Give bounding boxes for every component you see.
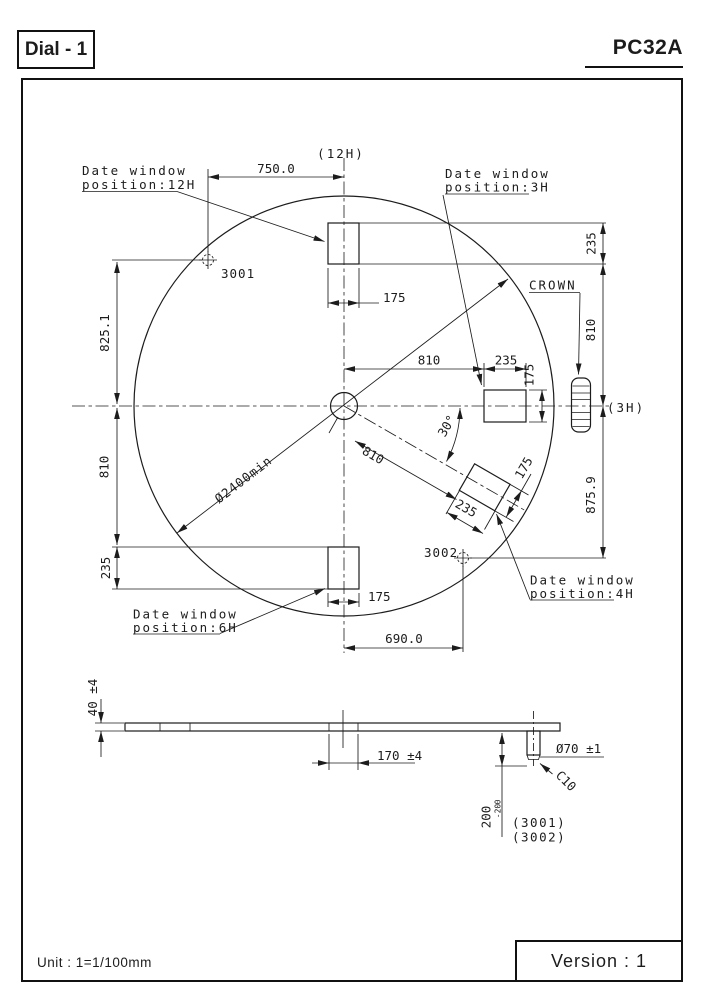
dim-810-left: 810 xyxy=(96,455,112,479)
dim-170: 170 ±4 xyxy=(377,748,423,763)
dim-810-right: 810 xyxy=(583,318,598,342)
dim-235-4h: 235 xyxy=(452,495,480,521)
date-window-6h xyxy=(328,547,359,589)
version-box xyxy=(515,940,683,982)
dim-825: 825.1 xyxy=(97,314,112,352)
dim-235-left: 235 xyxy=(98,556,113,580)
crown-symbol xyxy=(572,378,591,432)
label-12h-line1: Date window xyxy=(82,163,187,178)
ext-175-4h-a xyxy=(510,485,528,496)
foot-3002-label: 3002 xyxy=(424,545,459,560)
label-3h-line2: position:3H xyxy=(445,179,550,195)
dim-690: 690.0 xyxy=(385,631,423,646)
leader-3h xyxy=(443,195,482,385)
dim-175-3h: 175 xyxy=(521,363,537,387)
foot-ref-3002: (3002) xyxy=(512,829,567,845)
label-12h-line2: position:12H xyxy=(82,177,197,192)
dim-750: 750.0 xyxy=(257,161,295,176)
foot-ref-3001: (3001) xyxy=(512,815,567,830)
dim-175-4h: 175 xyxy=(511,454,536,482)
dim-175-6h: 175 xyxy=(368,589,391,604)
label-4h-line2: position:4H xyxy=(530,586,635,601)
label-4h-line1: Date window xyxy=(530,572,635,588)
dim-175-12h: 175 xyxy=(383,290,406,305)
dim-235-3h: 235 xyxy=(494,352,518,368)
part-number: PC32A xyxy=(612,36,683,59)
ext-4h-far-bot xyxy=(485,511,496,530)
axis-3h-label: (3H) xyxy=(607,400,646,415)
dim-810-3h: 810 xyxy=(417,352,441,368)
axis-12h-label: (12H) xyxy=(317,146,365,161)
leader-c10 xyxy=(540,764,553,775)
label-3h-line1: Date window xyxy=(445,166,550,181)
version-label: Version : 1 xyxy=(550,950,648,971)
dim-70: Ø70 ±1 xyxy=(556,741,602,756)
date-window-12h xyxy=(328,223,359,264)
dim-810-4h: 810 xyxy=(359,442,387,468)
label-6h-line1: Date window xyxy=(133,606,238,622)
dim-200: 200 xyxy=(478,805,494,829)
dim-2400: Ø2400min xyxy=(211,452,275,507)
dim-175-4h-line xyxy=(506,491,521,518)
leader-12h xyxy=(177,192,325,242)
dim-875: 875.9 xyxy=(583,476,598,514)
dim-40: 40 ±4 xyxy=(85,678,100,717)
ext-4h-center xyxy=(329,417,338,433)
leader-4h xyxy=(497,514,531,600)
dim-200-tol-hi: 0 xyxy=(493,799,503,805)
sheet-title: Dial - 1 xyxy=(24,38,88,60)
dim-30: 30° xyxy=(434,412,459,440)
label-6h-line2: position:6H xyxy=(133,620,238,635)
unit-note: Unit : 1=1/100mm xyxy=(37,955,152,970)
dim-235-right: 235 xyxy=(583,232,599,255)
dim-200-tol-lo: -20 xyxy=(493,803,503,819)
leader-crown xyxy=(579,293,581,375)
foot-3001-label: 3001 xyxy=(221,266,256,281)
dim-c10: C10 xyxy=(552,767,580,795)
crown-label: CROWN xyxy=(529,277,577,293)
